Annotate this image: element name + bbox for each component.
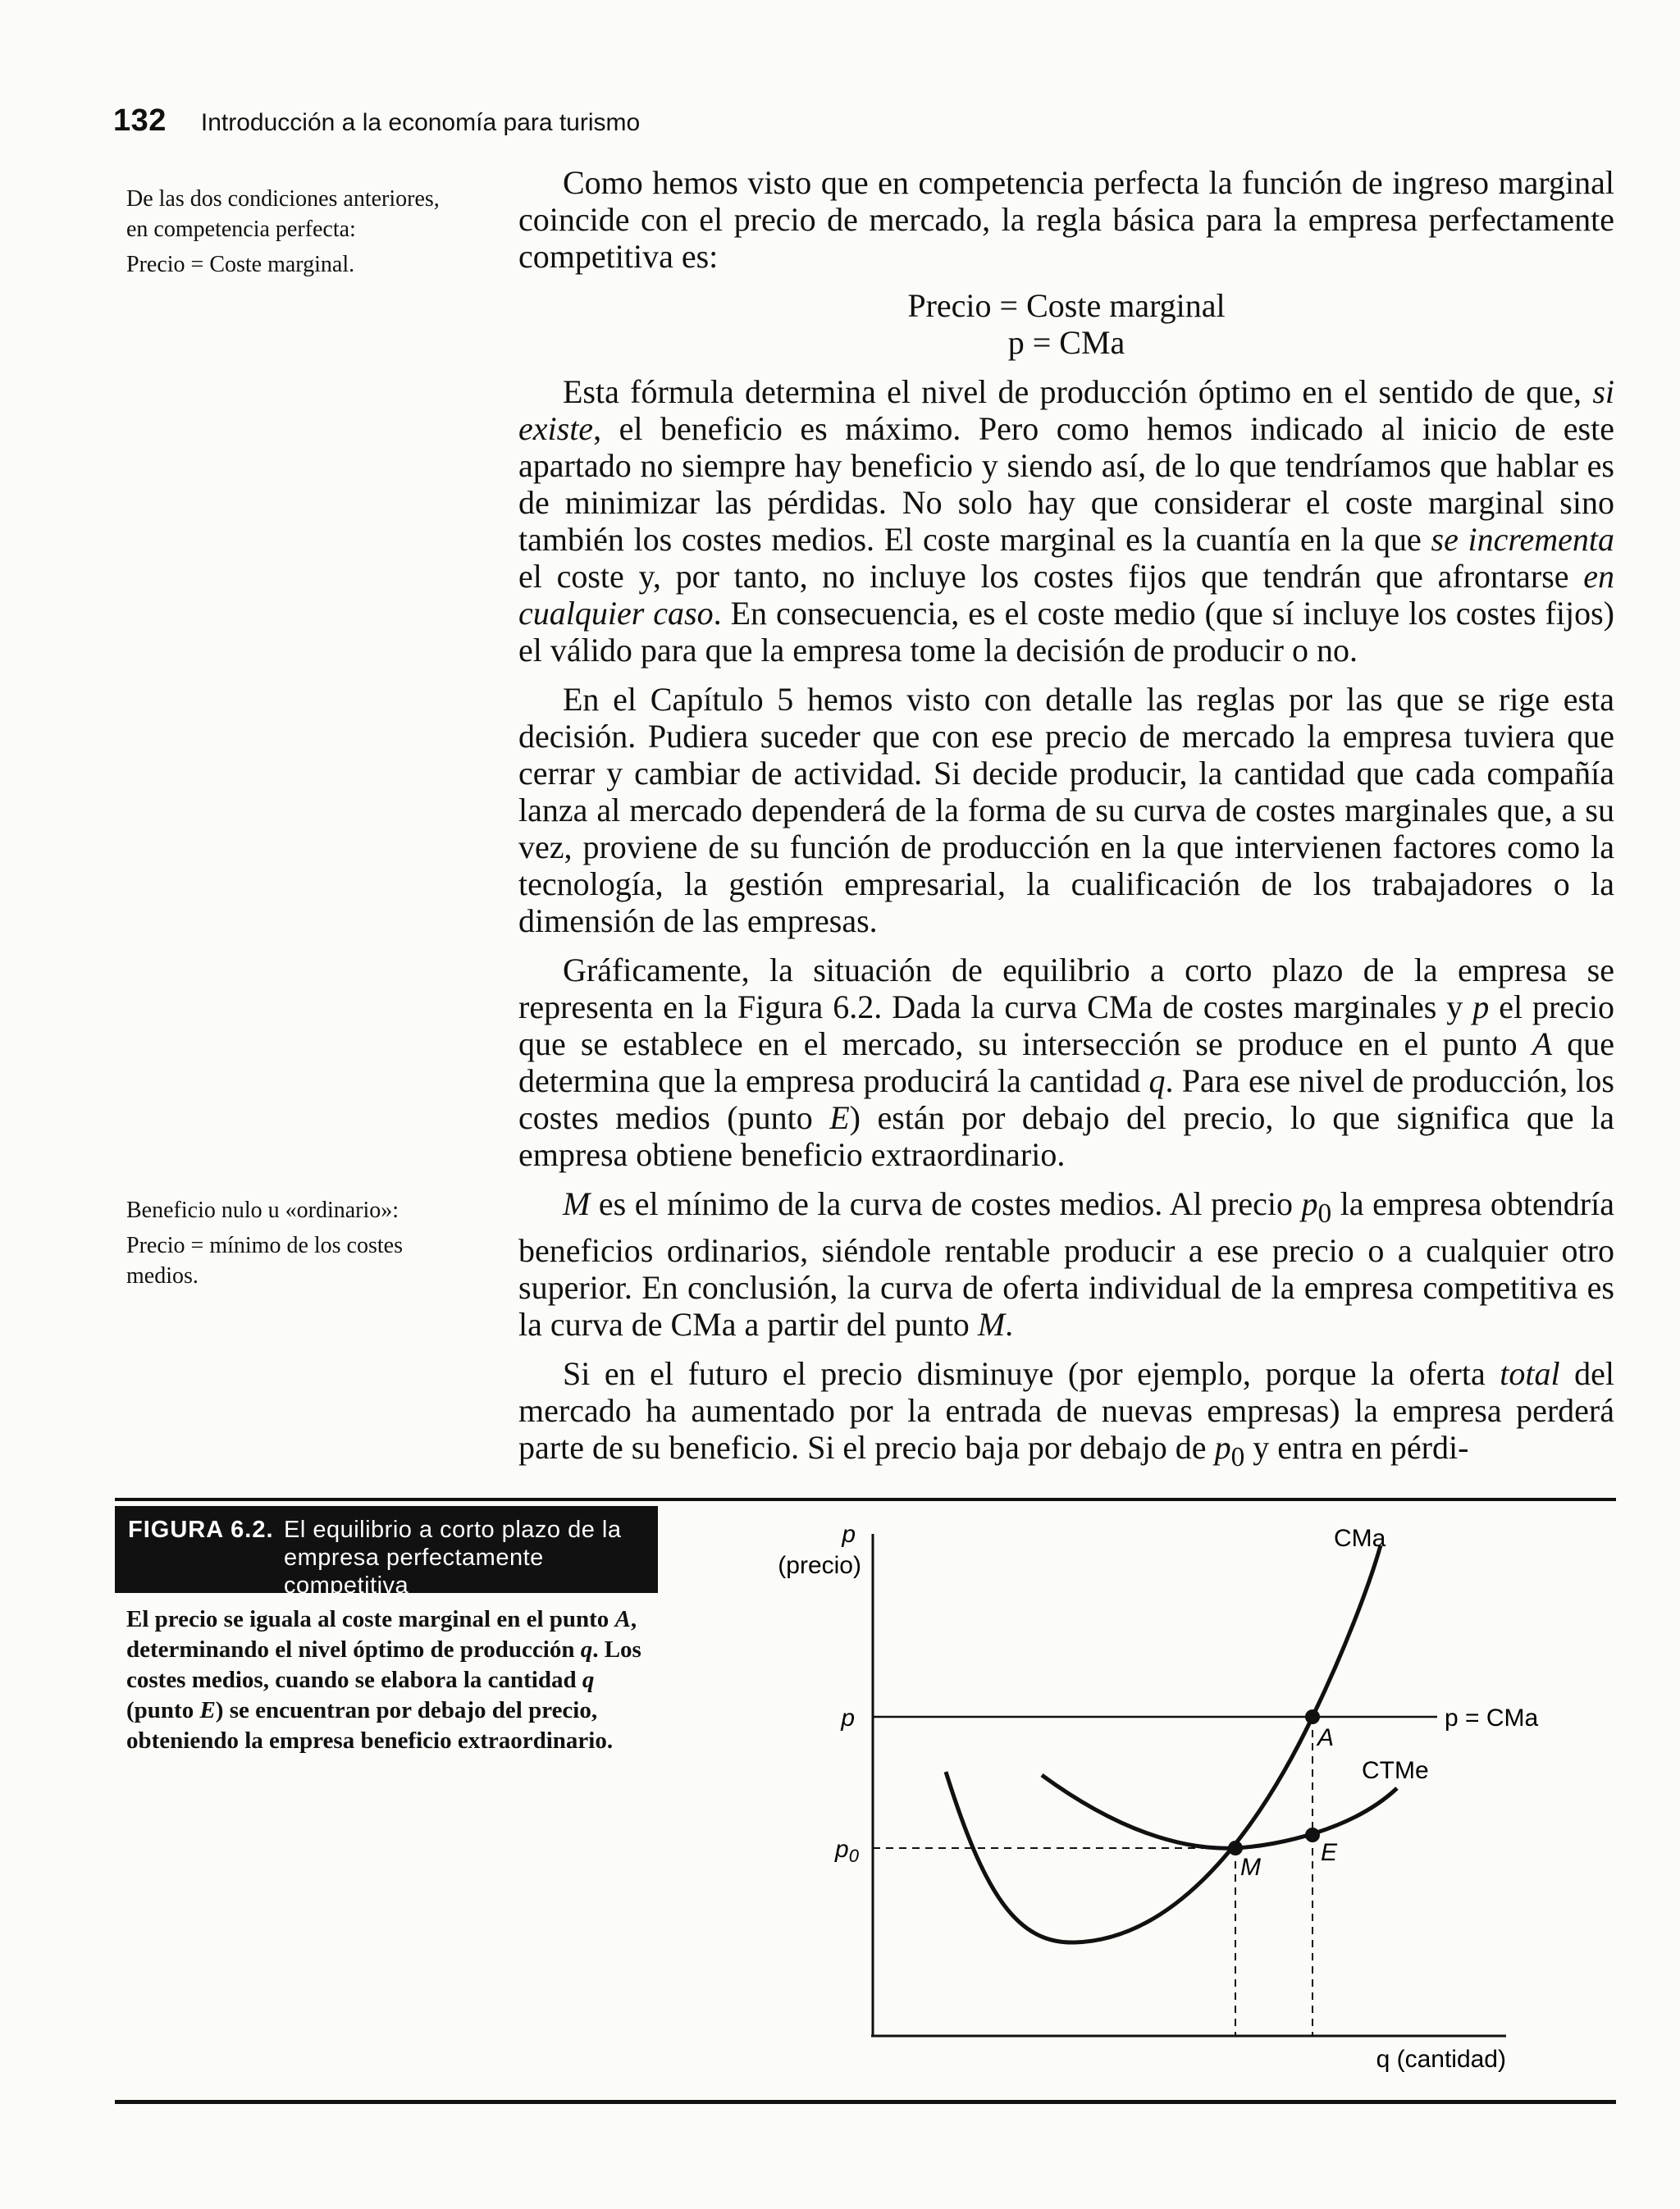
margin-note-text: De las dos condiciones anteriores, en competencia perfecta:	[126, 186, 440, 242]
paragraph-5: M es el mínimo de la curva de costes medios. Al precio $p_0$ la empresa obtendría beneficios ordinarios, siéndole rentable producir a ese precio o a cualquier otro superior. En conclusión, la curva de oferta individual de la empresa competitiva es la curva de CMa a partir del punto M.	[518, 1185, 1614, 1343]
page-number: 132	[113, 103, 167, 138]
figure-caption: El precio se iguala al coste marginal en el punto A, determinando el nivel óptimo de producción q. Los costes medios, cuando se elabora la cantidad q (punto E) se encuentran por debajo del precio, obteniendo la empresa beneficio extraordinario.	[126, 1606, 641, 1754]
tick-p: p	[841, 1705, 855, 1732]
running-title: Introducción a la economía para turismo	[200, 109, 641, 136]
point-e-label: E	[1321, 1839, 1338, 1866]
ctme-label: CTMe	[1362, 1757, 1429, 1784]
y-axis-label: (precio)	[778, 1552, 861, 1579]
margin-note-text: Beneficio nulo u «ordinario»:	[126, 1198, 399, 1223]
paragraph-2: Esta fórmula determina el nivel de producción óptimo en el sentido de que, si existe, el beneficio es máximo. Pero como hemos indicado al inicio de este apartado no siempre hay beneficio y siendo así, de lo que tendríamos que hablar es de minimizar las pérdidas. No solo hay que considerar el coste marginal sino también los costes medios. El coste marginal es la cuantía en la que se incrementa el coste y, por tanto, no incluye los costes fijos que tendrán que afrontarse en cualquier caso. En consecuencia, es el coste medio (que sí incluye los costes fijos) el válido para que la empresa tome la decisión de producir o no.	[518, 373, 1615, 669]
point-e-marker	[1305, 1828, 1320, 1842]
cma-label: CMa	[1334, 1525, 1386, 1552]
tick-p0: $p_0$	[835, 1836, 859, 1866]
paragraph-1: Como hemos visto que en competencia perfecta la función de ingreso marginal coincide con el precio de mercado, la regla básica para la empresa perfectamente competitiva es:	[518, 164, 1614, 275]
figure-title: El equilibrio a corto plazo de la empresa perfectamente competitiva	[284, 1517, 622, 1599]
margin-note-rule: Precio = mínimo de los costes medios.	[126, 1233, 403, 1289]
x-axis-label: q (cantidad)	[1376, 2046, 1506, 2073]
point-a-label: A	[1317, 1724, 1335, 1751]
formula-line-1: Precio = Coste marginal	[907, 287, 1226, 324]
paragraph-3: En el Capítulo 5 hemos visto con detalle las reglas por las que se rige esta decisión. Pudiera suceder que con ese precio de mercado la empresa tuviera que cerrar y cambiar de actividad. Si decide producir, la cantidad que cada compañía lanza al mercado dependerá de la forma de su curva de costes marginales que, a su vez, proviene de su función de producción en la que intervienen factores como la tecnología, la gestión empresarial, la cualificación de los trabajadores o la dimensión de las empresas.	[518, 681, 1614, 939]
paragraph-6: Si en el futuro el precio disminuye (por ejemplo, porque la oferta total del mercado ha aumentado por la entrada de nuevas empresas) la empresa perderá parte de su beneficio. Si el precio baja por debajo de $p_0$ y entra en pérdi-	[518, 1355, 1614, 1472]
margin-note-rule: Precio = Coste marginal.	[126, 252, 355, 277]
point-m-label: M	[1240, 1854, 1261, 1881]
ctme-curve	[1042, 1775, 1397, 1848]
price-line-label: p = CMa	[1445, 1705, 1539, 1732]
paragraph-4: Gráficamente, la situación de equilibrio a corto plazo de la empresa se representa en la Figura 6.2. Dada la curva CMa de costes marginales y p el precio que se establece en el mercado, su intersección se produce en el punto A que determina que la empresa producirá la cantidad q. Para ese nivel de producción, los costes medios (punto E) están por debajo del precio, lo que significa que la empresa obtiene beneficio extraordinario.	[518, 952, 1615, 1173]
y-axis-symbol: p	[842, 1521, 856, 1548]
point-a-marker	[1305, 1709, 1320, 1724]
formula-line-2: p = CMa	[1007, 324, 1125, 361]
figure-number: FIGURA 6.2.	[128, 1517, 274, 1543]
cma-curve	[946, 1545, 1381, 1942]
